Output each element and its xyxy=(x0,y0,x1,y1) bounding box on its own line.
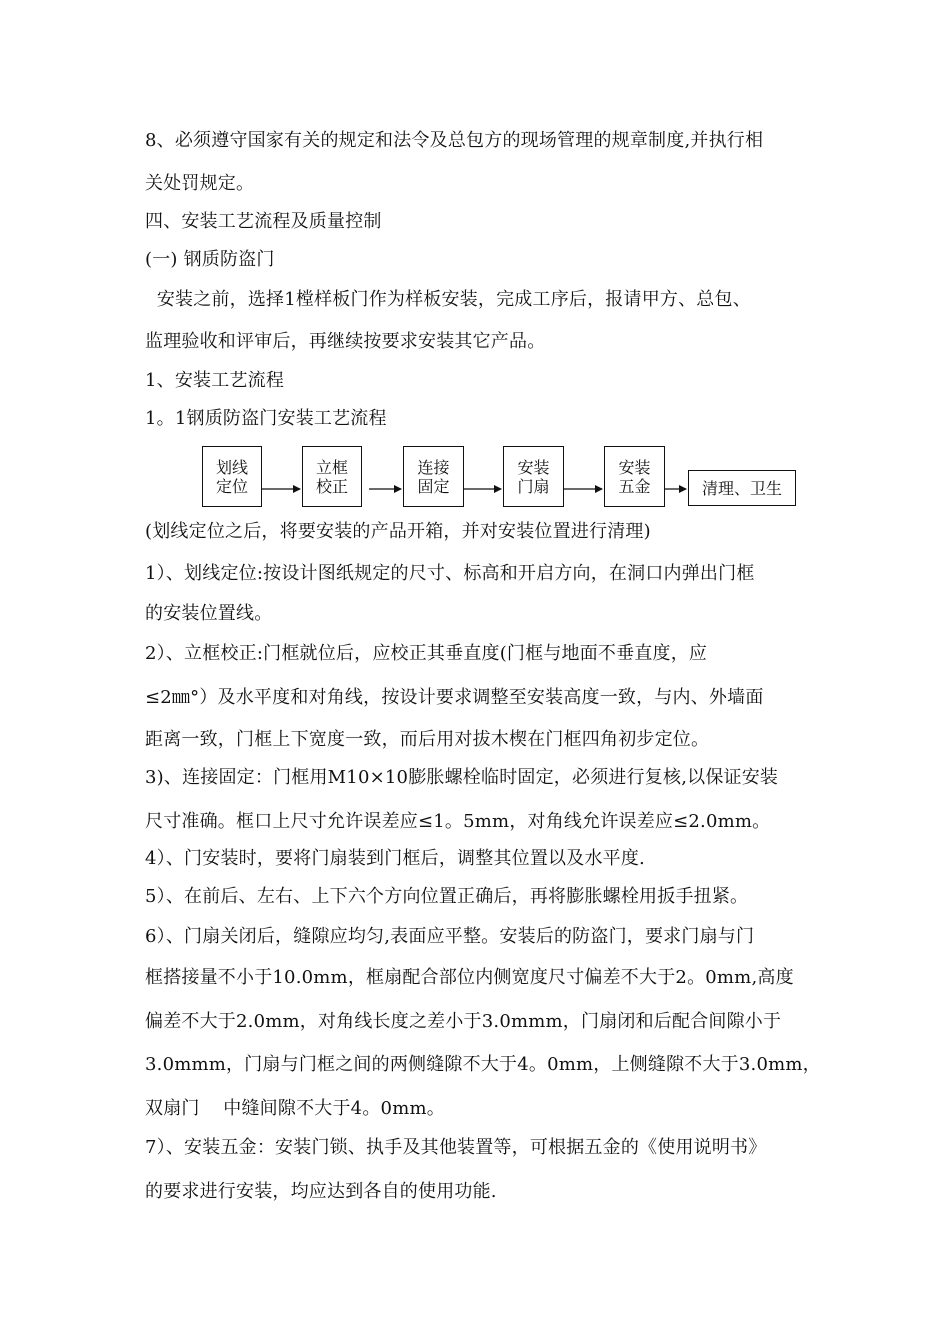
text-line: 的要求进行安装，均应达到各自的使用功能. xyxy=(145,1181,497,1202)
flow-step-mark-position: 划线 定位 xyxy=(202,446,262,507)
text-line: 双扇门 中缝间隙不大于4。0mm。 xyxy=(145,1098,445,1119)
text-line: 6）、门扇关闭后，缝隙应均匀,表面应平整。安装后的防盗门，要求门扇与门 xyxy=(145,926,755,947)
text-line: 的安装位置线。 xyxy=(145,603,273,624)
flow-step-connect-fix: 连接 固定 xyxy=(403,446,464,507)
text-line: (划线定位之后，将要安装的产品开箱，并对安装位置进行清理) xyxy=(145,521,651,542)
subsection-heading: (一) 钢质防盗门 xyxy=(145,249,275,270)
text-line: 监理验收和评审后，再继续按要求安装其它产品。 xyxy=(145,331,546,352)
section-heading: 四、安装工艺流程及质量控制 xyxy=(145,211,382,232)
text-line: 2）、立框校正:门框就位后，应校正其垂直度(门框与地面不垂直度，应 xyxy=(145,643,708,664)
text-line: 尺寸准确。框口上尺寸允许误差应≤1。5mm，对角线允许误差应≤2.0mm。 xyxy=(145,811,771,832)
flow-step-install-leaf: 安装 门扇 xyxy=(503,446,564,507)
flow-step-frame-alignment: 立框 校正 xyxy=(302,446,362,507)
text-line: 1）、划线定位:按设计图纸规定的尺寸、标高和开启方向，在洞口内弹出门框 xyxy=(145,563,755,584)
flow-step-cleanup: 清理、卫生 xyxy=(688,470,796,506)
text-line: ≤2㎜°）及水平度和对角线，按设计要求调整至安装高度一致，与内、外墙面 xyxy=(145,687,764,708)
flow-step-install-hardware: 安装 五金 xyxy=(604,446,665,507)
subsection-heading: 1。1钢质防盗门安装工艺流程 xyxy=(145,408,387,429)
text-line: 3.0mmm，门扇与门框之间的两侧缝隙不大于4。0mm，上侧缝隙不大于3.0mm， xyxy=(145,1054,821,1075)
text-line: 框搭接量不小于10.0mm，框扇配合部位内侧宽度尺寸偏差不大于2。0mm,高度 xyxy=(145,967,794,988)
text-line: 5）、在前后、左右、上下六个方向位置正确后，再将膨胀螺栓用扳手扭紧。 xyxy=(145,886,749,907)
text-line: 4）、门安装时，要将门扇装到门框后，调整其位置以及水平度. xyxy=(145,848,645,869)
text-line: 关处罚规定。 xyxy=(145,173,255,194)
text-line: 8、必须遵守国家有关的规定和法令及总包方的现场管理的规章制度,并执行相 xyxy=(145,130,764,151)
text-line: 3)、连接固定：门框用M10×10膨胀螺栓临时固定，必须进行复核,以保证安装 xyxy=(145,767,779,788)
text-line: 偏差不大于2.0mm，对角线长度之差小于3.0mmm，门扇闭和后配合间隙小于 xyxy=(145,1011,782,1032)
text-line: 距离一致，门框上下宽度一致，而后用对拔木楔在门框四角初步定位。 xyxy=(145,729,710,750)
text-line: 7）、安装五金：安装门锁、执手及其他装置等，可根据五金的《使用说明书》 xyxy=(145,1137,767,1158)
subsection-heading: 1、安装工艺流程 xyxy=(145,370,285,391)
text-line: 安装之前，选择1樘样板门作为样板安装，完成工序后，报请甲方、总包、 xyxy=(145,289,751,310)
